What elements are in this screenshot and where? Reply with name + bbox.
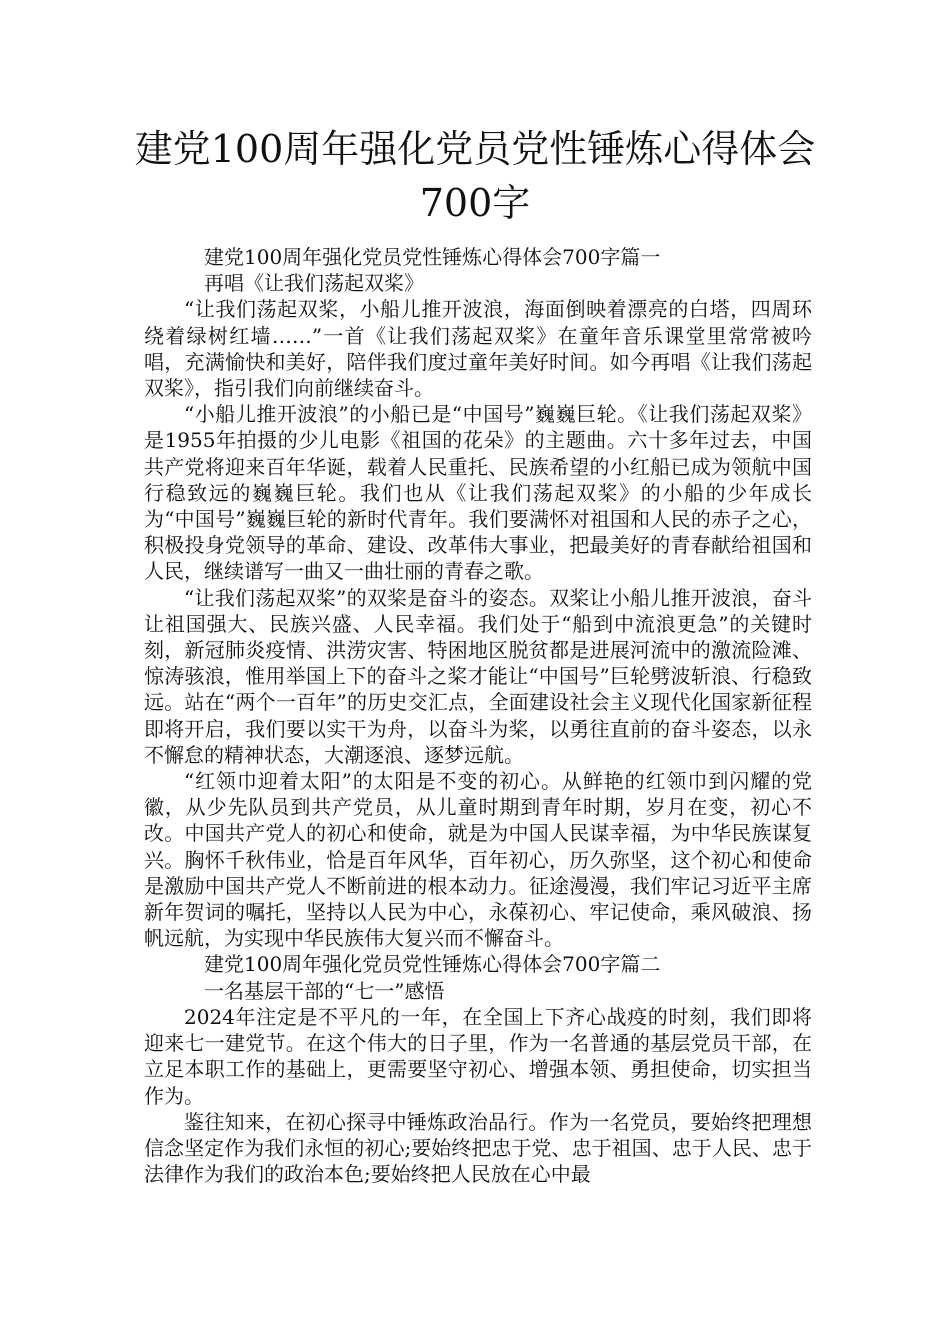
document-body xyxy=(144,244,812,1187)
document-title xyxy=(100,122,850,230)
paragraph: 2024年注定是不平凡的一年，在全国上下齐心战疫的时刻，我们即将迎来七一建党节。在这个伟大的日子里，作为一名普通的基层党员干部，在立足本职工作的基础上，更需要坚守初心、增强本领、勇担使命，切实担当作为。 xyxy=(144,1004,812,1108)
title-line-1: 建党100周年强化党员党性锤炼心得体会 xyxy=(134,127,816,171)
paragraph: 鉴往知来，在初心探寻中锤炼政治品行。作为一名党员，要始终把理想信念坚定作为我们永恒的初心;要始终把忠于党、忠于祖国、忠于人民、忠于法律作为我们的政治本色;要始终把人民放在心中最 xyxy=(144,1109,812,1187)
section-subheading: 一名基层干部的“七一”感悟 xyxy=(204,978,445,1003)
section-heading: 建党100周年强化党员党性锤炼心得体会700字篇一 xyxy=(204,245,661,269)
title-line-2: 700字 xyxy=(419,181,531,225)
paragraph: “小船儿推开波浪”的小船已是“中国号”巍巍巨轮。《让我们荡起双桨》是1955年拍摄的少儿电影《祖国的花朵》的主题曲。六十多年过去，中国共产党将迎来百年华诞，载着人民重托、民族希望的小红船已成为领航中国行稳致远的巍巍巨轮。我们也从《让我们荡起双桨》的小船的少年成长为“中国号”巍巍巨轮的新时代青年。我们要满怀对祖国和人民的赤子之心，积极投身党领导的革命、建设、改革伟大事业，把最美好的青春献给祖国和人民，继续谱写一曲又一曲壮丽的青春之歌。 xyxy=(144,402,812,584)
paragraph: “让我们荡起双桨，小船儿推开波浪，海面倒映着漂亮的白塔，四周环绕着绿树红墙……”一首《让我们荡起双桨》在童年音乐课堂里常常被吟唱，充满愉快和美好，陪伴我们度过童年美好时间。如今再唱《让我们荡起双桨》，指引我们向前继续奋斗。 xyxy=(144,297,812,401)
paragraph: “让我们荡起双桨”的双桨是奋斗的姿态。双桨让小船儿推开波浪，奋斗让祖国强大、民族兴盛、人民幸福。我们处于“船到中流浪更急”的关键时刻，新冠肺炎疫情、洪涝灾害、特困地区脱贫都是进展河流中的激流险滩、惊涛骇浪，惟用举国上下的奋斗之桨才能让“中国号”巨轮劈波斩浪、行稳致远。站在“两个一百年”的历史交汇点，全面建设社会主义现代化国家新征程即将开启，我们要以实干为舟，以奋斗为桨，以勇往直前的奋斗姿态，以永不懈怠的精神状态，大潮逐浪、逐梦远航。 xyxy=(144,585,812,767)
section-subheading: 再唱《让我们荡起双桨》 xyxy=(204,271,424,296)
paragraph: “红领巾迎着太阳”的太阳是不变的初心。从鲜艳的红领巾到闪耀的党徽，从少先队员到共产党员，从儿童时期到青年时期，岁月在变，初心不改。中国共产党人的初心和使命，就是为中国人民谋幸福，为中华民族谋复兴。胸怀千秋伟业，恰是百年风华，百年初心，历久弥坚，这个初心和使命是激励中国共产党人不断前进的根本动力。征途漫漫，我们牢记习近平主席新年贺词的嘱托，坚持以人民为中心，永葆初心、牢记使命，乘风破浪、扬帆远航，为实现中华民族伟大复兴而不懈奋斗。 xyxy=(144,769,812,951)
section-heading: 建党100周年强化党员党性锤炼心得体会700字篇二 xyxy=(204,952,661,977)
